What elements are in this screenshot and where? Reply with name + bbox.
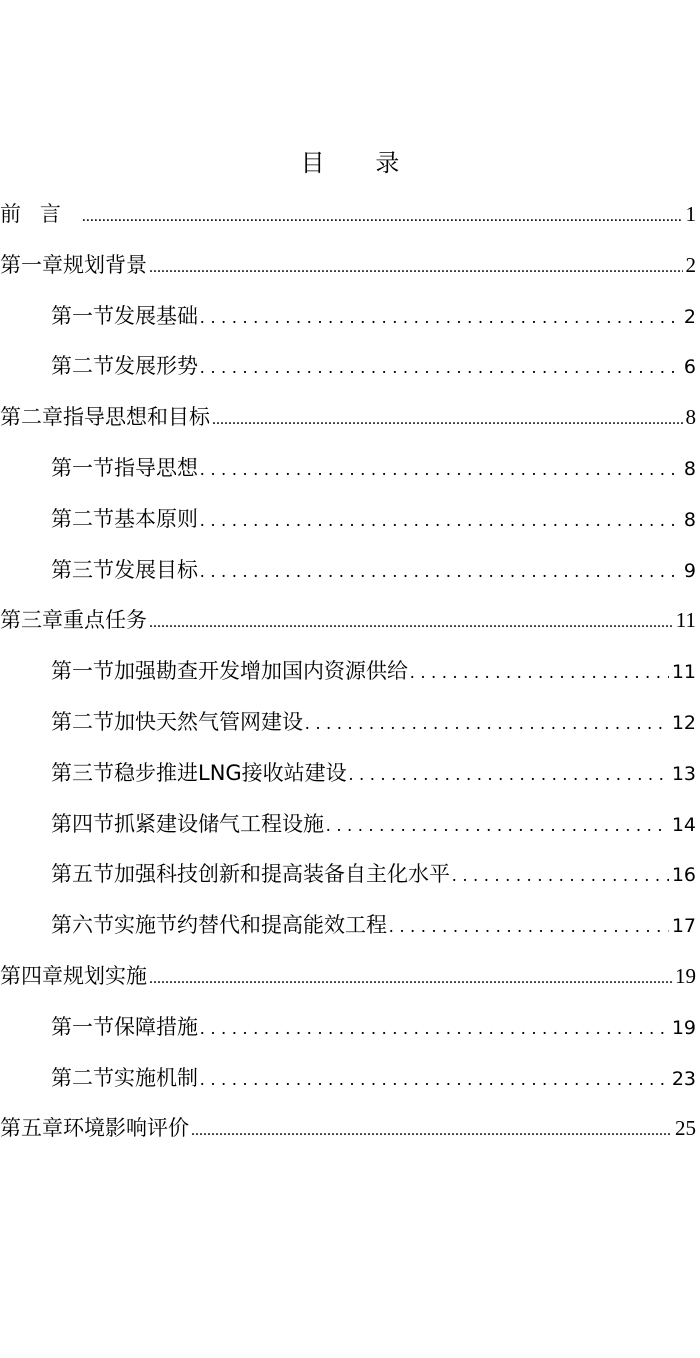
- toc-section-entry[interactable]: [0, 291, 700, 342]
- toc-dot-leader: [200, 495, 681, 546]
- toc-entry-number: 第一章: [0, 252, 63, 277]
- toc-entry-number: 第二节: [51, 506, 114, 531]
- toc-entry-number: 第一节: [51, 1014, 114, 1039]
- toc-entry-title: 保障措施: [114, 1014, 198, 1039]
- toc-page-number: 17: [671, 915, 696, 938]
- toc-dot-leader: [200, 1054, 669, 1105]
- toc-page-number: 1: [685, 202, 696, 226]
- toc-page-number: 11: [671, 661, 696, 684]
- toc-section-entry[interactable]: [0, 1002, 700, 1053]
- toc-section-entry[interactable]: [0, 494, 700, 545]
- toc-chapter-entry[interactable]: [0, 595, 700, 646]
- toc-section-entry[interactable]: [0, 748, 700, 799]
- toc-page-number: 2: [685, 252, 696, 277]
- toc-dot-leader: [82, 192, 683, 243]
- toc-section-entry[interactable]: [0, 1053, 700, 1104]
- toc-entry-title: 抓紧建设储气工程设施: [114, 811, 324, 836]
- toc-entry-number: 第五章: [0, 1116, 63, 1141]
- toc-entry-number: 第一节: [51, 659, 114, 684]
- toc-entry-number: 第二节: [51, 354, 114, 379]
- toc-section-entry[interactable]: [0, 900, 700, 951]
- toc-page-number: 8: [683, 508, 696, 531]
- toc-entry-number: 第二章: [0, 405, 63, 430]
- toc-dot-leader: [389, 901, 669, 952]
- toc-section-entry[interactable]: [0, 849, 700, 900]
- toc-page-number: 19: [675, 963, 696, 988]
- toc-dot-leader: [200, 292, 681, 343]
- toc-page-number: 9: [683, 559, 696, 582]
- toc-entry-title: 发展形势: [114, 354, 198, 379]
- toc-entry-number: 第二节: [51, 1065, 114, 1090]
- toc-dot-leader: [200, 546, 681, 597]
- toc-dot-leader: [212, 395, 683, 446]
- toc-entry-number: 第四章: [0, 963, 63, 988]
- toc-entry-number: 第三节: [51, 557, 114, 582]
- toc-entry-title: 实施节约替代和提高能效工程: [114, 913, 387, 938]
- toc-entry-number: 第一节: [51, 303, 114, 328]
- toc-entry-title: 规划背景: [63, 252, 147, 277]
- toc-entry-number: 前言: [0, 202, 80, 226]
- toc-dot-leader: [149, 243, 683, 294]
- toc-page-number: 8: [685, 405, 696, 430]
- toc-entry-number: 第三章: [0, 608, 63, 633]
- toc-entry-title: 发展目标: [114, 557, 198, 582]
- toc-section-entry[interactable]: [0, 697, 700, 748]
- toc-entry-title: 重点任务: [63, 608, 147, 633]
- toc-section-entry[interactable]: [0, 646, 700, 697]
- toc-entry-title: 加快天然气管网建设: [114, 709, 303, 734]
- toc-section-entry[interactable]: [0, 341, 700, 392]
- toc-dot-leader: [410, 647, 669, 698]
- toc-section-entry[interactable]: [0, 799, 700, 850]
- toc-title: 目 录: [300, 149, 422, 177]
- toc-chapter-entry[interactable]: [0, 240, 700, 291]
- toc-entry-title: 实施机制: [114, 1065, 198, 1090]
- toc-dot-leader: [349, 749, 669, 800]
- toc-dot-leader: [149, 954, 672, 1005]
- toc-entry-title: 指导思想和目标: [63, 405, 210, 430]
- toc-page-number: 13: [671, 762, 696, 785]
- toc-entry-number: 第五节: [51, 862, 114, 887]
- toc-entry-title: 加强科技创新和提高装备自主化水平: [114, 862, 450, 887]
- toc-page-number: 23: [671, 1067, 696, 1090]
- toc-dot-leader: [452, 850, 669, 901]
- toc-dot-leader: [191, 1106, 672, 1157]
- toc-entry-title: 稳步推进LNG接收站建设: [114, 760, 347, 785]
- toc-chapter-entry[interactable]: [0, 951, 700, 1002]
- toc-entry-title: 环境影响评价: [63, 1116, 189, 1141]
- toc-chapter-entry[interactable]: [0, 189, 700, 240]
- toc-dot-leader: [149, 598, 673, 649]
- toc-page-number: 16: [671, 864, 696, 887]
- toc-entry-number: 第一节: [51, 455, 114, 480]
- toc-section-entry[interactable]: [0, 443, 700, 494]
- toc-dot-leader: [200, 444, 681, 495]
- toc-page-number: 12: [671, 711, 696, 734]
- toc-dot-leader: [326, 800, 669, 851]
- toc-page-number: 2: [683, 305, 696, 328]
- toc-entry-title: 指导思想: [114, 455, 198, 480]
- toc-entry-title: 发展基础: [114, 303, 198, 328]
- toc-section-entry[interactable]: [0, 545, 700, 596]
- toc-page-number: 6: [683, 356, 696, 379]
- toc-dot-leader: [200, 342, 681, 393]
- toc-entry-number: 第四节: [51, 811, 114, 836]
- toc-page-number: 25: [675, 1116, 696, 1141]
- toc-page-number: 8: [683, 457, 696, 480]
- toc-entry-number: 第二节: [51, 709, 114, 734]
- toc-page-number: 14: [671, 813, 696, 836]
- toc-entry-title: 规划实施: [63, 963, 147, 988]
- toc-dot-leader: [305, 698, 669, 749]
- toc-entry-title: 基本原则: [114, 506, 198, 531]
- toc-entry-number: 第六节: [51, 913, 114, 938]
- toc-page-number: 11: [675, 608, 696, 633]
- toc-chapter-entry[interactable]: [0, 1103, 700, 1154]
- toc-page-number: 19: [671, 1016, 696, 1039]
- toc-list: [0, 189, 700, 1154]
- toc-entry-number: 第三节: [51, 760, 114, 785]
- toc-entry-title: 加强勘查开发增加国内资源供给: [114, 659, 408, 684]
- toc-dot-leader: [200, 1003, 669, 1054]
- toc-chapter-entry[interactable]: [0, 392, 700, 443]
